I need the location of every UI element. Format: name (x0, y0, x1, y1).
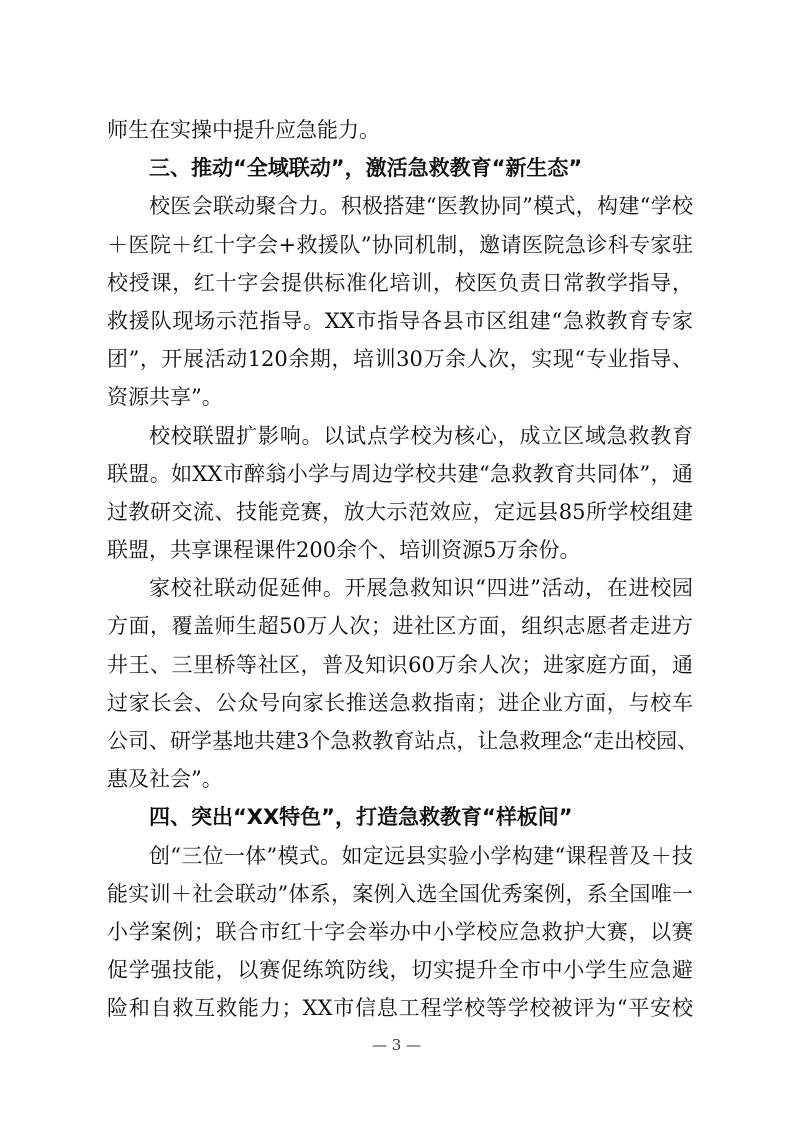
text-line: 促学强技能，以赛促练筑防线，切实提升全市中小学生应急避 (107, 958, 693, 983)
paragraph (107, 837, 693, 1028)
text-line: 救援队现场示范指导。XX市指导各县市区组建“急救教育专家 (107, 308, 693, 333)
page-number: — 3 — (371, 1036, 422, 1054)
section-heading (107, 149, 693, 187)
text-line: 过教研交流、技能竞赛，放大示范效应，定远县85所学校组建 (107, 499, 693, 524)
text-line: 井王、三里桥等社区，普及知识60万余人次；进家庭方面，通 (107, 652, 693, 677)
text-line: 过家长会、公众号向家长推送急救指南；进企业方面，与校车 (107, 690, 693, 715)
text-line: 资源共享”。 (107, 385, 223, 410)
text-line: 四、突出“XX特色”，打造急救教育“样板间” (149, 805, 573, 830)
text-line: 团”，开展活动120余期，培训30万余人次，实现“专业指导、 (107, 347, 693, 372)
text-line: 惠及社会”。 (107, 767, 223, 792)
text-line: 联盟，共享课程课件200余个、培训资源5万余份。 (107, 538, 581, 563)
paragraph (107, 187, 693, 416)
text-line: 能实训＋社会联动”体系，案例入选全国优秀案例，系全国唯一 (107, 881, 693, 906)
paragraph (107, 569, 699, 798)
document-body (107, 111, 699, 1028)
section-heading (107, 798, 693, 836)
text-line: ＋医院＋红十字会+救援队”协同机制，邀请医院急诊科专家驻 (107, 232, 693, 257)
text-line: 联盟。如XX市醉翁小学与周边学校共建“急救教育共同体”，通 (107, 461, 693, 486)
text-line: 公司、研学基地共建3个急救教育站点，让急救理念“走出校园、 (107, 729, 699, 753)
text-line: 家校社联动促延伸。开展急救知识“四进”活动，在进校园 (149, 576, 693, 601)
text-line: 三、推动“全域联动”，激活急救教育“新生态” (149, 156, 583, 181)
text-line: 创“三位一体”模式。如定远县实验小学构建“课程普及＋技 (149, 843, 693, 868)
text-line: 校校联盟扩影响。以试点学校为核心，成立区域急救教育 (149, 423, 693, 448)
text-line: 险和自救互救能力；XX市信息工程学校等学校被评为“平安校 (107, 996, 693, 1021)
text-line: 校授课，红十字会提供标准化培训，校医负责日常教学指导， (107, 270, 693, 295)
paragraph (107, 417, 693, 570)
text-line: 方面，覆盖师生超50万人次；进社区方面，组织志愿者走进方 (107, 614, 693, 639)
text-line: 校医会联动聚合力。积极搭建“医教协同”模式，构建“学校 (149, 194, 693, 219)
text-line: 师生在实操中提升应急能力。 (107, 118, 380, 142)
paragraph (107, 111, 693, 149)
text-line: 小学案例；联合市红十字会举办中小学校应急救护大赛，以赛 (107, 919, 693, 944)
